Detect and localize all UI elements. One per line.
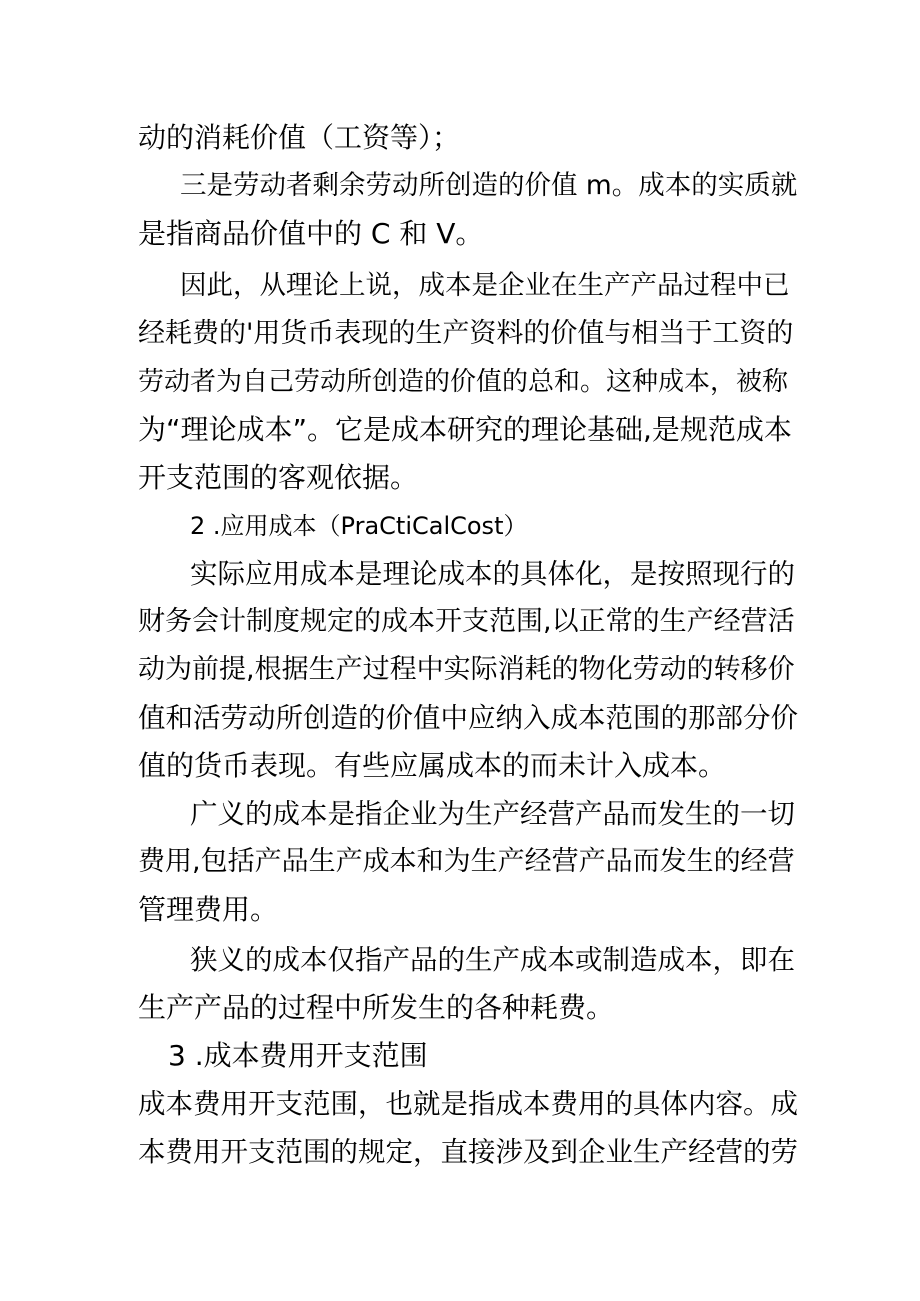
- text-line: 开支范围的客观依据。: [138, 461, 419, 494]
- text-line: 动的消耗价值（工资等）；: [138, 121, 461, 154]
- text-line: 管理费用。: [138, 893, 279, 926]
- text-line: 生产产品的过程中所发生的各种耗费。: [138, 991, 615, 1024]
- text-line: 值的货币表现。有些应属成本的而未计入成本。: [138, 749, 727, 782]
- text-line: 三是劳动者剩余劳动所创造的价值 m。成本的实质就: [180, 170, 798, 201]
- text-line: 为“理论成本”。它是成本研究的理论基础,是规范成本: [138, 413, 792, 446]
- text-line: 因此，从理论上说，成本是企业在生产产品过程中已: [180, 270, 790, 301]
- text-line: 财务会计制度规定的成本开支范围,以正常的生产经营活: [138, 606, 795, 637]
- section-heading: 2 .应用成本（PraCtiCalCost）: [190, 512, 528, 540]
- text-line: 劳动者为自己劳动所创造的价值的总和。这种成本，被称: [138, 367, 789, 397]
- text-line: 广义的成本是指企业为生产经营产品而发生的一切: [190, 798, 795, 830]
- text-line: 费用,包括产品生产成本和为生产经营产品而发生的经营: [138, 846, 795, 877]
- text-line: 实际应用成本是理论成本的具体化，是按照现行的: [190, 558, 795, 590]
- text-line: 值和活劳动所创造的价值中应纳入成本范围的那部分价: [138, 702, 798, 734]
- text-line: 动为前提,根据生产过程中实际消耗的物化劳动的转移价: [138, 654, 795, 685]
- text-line: 成本费用开支范围，也就是指成本费用的具体内容。成: [138, 1088, 798, 1120]
- text-line: 本费用开支范围的规定，直接涉及到企业生产经营的劳: [138, 1136, 798, 1168]
- text-line: 狭义的成本仅指产品的生产成本或制造成本，即在: [190, 944, 795, 976]
- section-heading: 3 .成本费用开支范围: [168, 1039, 428, 1072]
- text-line: 是指商品价值中的 C 和 V。: [138, 217, 484, 250]
- text-line: 经耗费的'用货币表现的生产资料的价值与相当于工资的: [138, 318, 794, 349]
